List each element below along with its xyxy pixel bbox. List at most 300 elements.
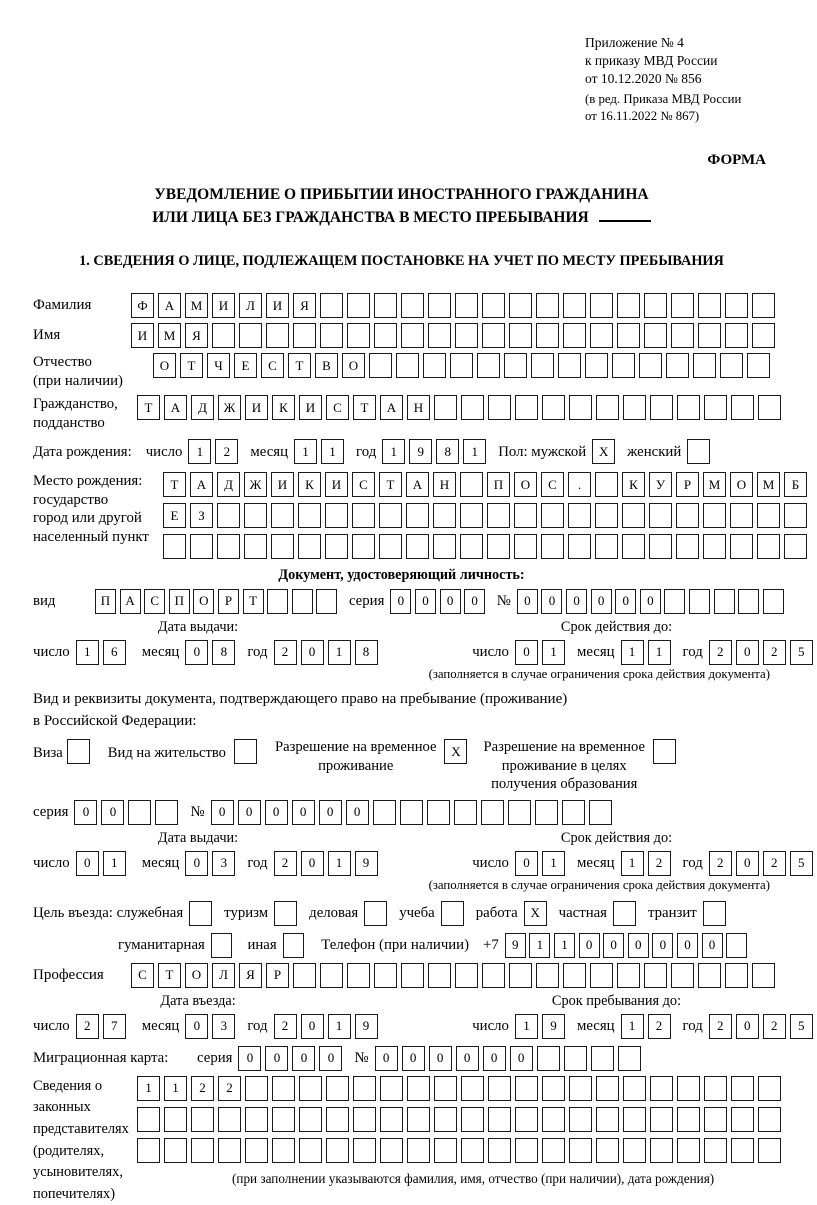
form-cell[interactable]: [488, 1076, 511, 1101]
form-cell[interactable]: [189, 901, 212, 926]
form-cell[interactable]: [618, 1046, 641, 1071]
form-cell[interactable]: Т: [163, 472, 186, 497]
form-cell[interactable]: 0: [238, 800, 261, 825]
form-cell[interactable]: [163, 534, 186, 559]
form-cell[interactable]: [617, 293, 640, 318]
form-cell[interactable]: [562, 800, 585, 825]
form-cell[interactable]: 0: [301, 1014, 324, 1039]
form-cell[interactable]: 1: [542, 851, 565, 876]
form-cell[interactable]: [234, 739, 257, 764]
form-cell[interactable]: [613, 901, 636, 926]
form-cell[interactable]: [212, 323, 235, 348]
form-cell[interactable]: [758, 1138, 781, 1163]
form-cell[interactable]: [569, 1076, 592, 1101]
form-cell[interactable]: [515, 1107, 538, 1132]
form-cell[interactable]: 3: [212, 1014, 235, 1039]
form-cell[interactable]: [272, 1138, 295, 1163]
form-cell[interactable]: [596, 1138, 619, 1163]
form-cell[interactable]: [784, 503, 807, 528]
form-cell[interactable]: [379, 534, 402, 559]
form-cell[interactable]: 2: [191, 1076, 214, 1101]
form-cell[interactable]: Р: [218, 589, 239, 614]
form-cell[interactable]: [299, 1107, 322, 1132]
form-cell[interactable]: [353, 1107, 376, 1132]
form-cell[interactable]: [677, 1107, 700, 1132]
form-cell[interactable]: [380, 1076, 403, 1101]
form-cell[interactable]: [639, 353, 662, 378]
form-cell[interactable]: [292, 589, 313, 614]
form-cell[interactable]: [316, 589, 337, 614]
form-cell[interactable]: Т: [158, 963, 181, 988]
form-cell[interactable]: Я: [185, 323, 208, 348]
form-cell[interactable]: [406, 534, 429, 559]
form-cell[interactable]: И: [212, 293, 235, 318]
form-cell[interactable]: [514, 534, 537, 559]
form-cell[interactable]: [541, 534, 564, 559]
form-cell[interactable]: В: [315, 353, 338, 378]
form-cell[interactable]: [239, 323, 262, 348]
form-cell[interactable]: [434, 1107, 457, 1132]
form-cell[interactable]: 0: [566, 589, 587, 614]
form-cell[interactable]: [379, 503, 402, 528]
form-cell[interactable]: 0: [652, 933, 673, 958]
form-cell[interactable]: 9: [409, 439, 432, 464]
form-cell[interactable]: [428, 963, 451, 988]
form-cell[interactable]: Н: [407, 395, 430, 420]
form-cell[interactable]: [650, 1138, 673, 1163]
form-cell[interactable]: [299, 1076, 322, 1101]
form-cell[interactable]: Ж: [218, 395, 241, 420]
form-cell[interactable]: [515, 395, 538, 420]
form-cell[interactable]: 9: [542, 1014, 565, 1039]
form-cell[interactable]: 0: [440, 589, 461, 614]
form-cell[interactable]: [649, 534, 672, 559]
form-cell[interactable]: [563, 963, 586, 988]
form-cell[interactable]: [671, 963, 694, 988]
form-cell[interactable]: [757, 503, 780, 528]
form-cell[interactable]: [487, 503, 510, 528]
form-cell[interactable]: Т: [137, 395, 160, 420]
form-cell[interactable]: 1: [621, 1014, 644, 1039]
form-cell[interactable]: [164, 1138, 187, 1163]
form-cell[interactable]: 1: [542, 640, 565, 665]
form-cell[interactable]: [677, 1076, 700, 1101]
form-cell[interactable]: 1: [103, 851, 126, 876]
form-cell[interactable]: [488, 395, 511, 420]
form-cell[interactable]: О: [193, 589, 214, 614]
form-cell[interactable]: Т: [243, 589, 264, 614]
form-cell[interactable]: [644, 963, 667, 988]
form-cell[interactable]: Т: [379, 472, 402, 497]
form-cell[interactable]: [514, 503, 537, 528]
form-cell[interactable]: [428, 323, 451, 348]
form-cell[interactable]: [757, 534, 780, 559]
form-cell[interactable]: [433, 503, 456, 528]
form-cell[interactable]: [568, 534, 591, 559]
form-cell[interactable]: О: [514, 472, 537, 497]
form-cell[interactable]: 1: [321, 439, 344, 464]
form-cell[interactable]: [137, 1138, 160, 1163]
form-cell[interactable]: [245, 1107, 268, 1132]
form-cell[interactable]: 6: [103, 640, 126, 665]
form-cell[interactable]: 2: [709, 640, 732, 665]
form-cell[interactable]: [461, 1138, 484, 1163]
form-cell[interactable]: [623, 1138, 646, 1163]
form-cell[interactable]: [687, 439, 710, 464]
form-cell[interactable]: 9: [505, 933, 526, 958]
form-cell[interactable]: .: [568, 472, 591, 497]
form-cell[interactable]: С: [352, 472, 375, 497]
form-cell[interactable]: [481, 800, 504, 825]
form-cell[interactable]: [752, 293, 775, 318]
form-cell[interactable]: [155, 800, 178, 825]
form-cell[interactable]: [488, 1138, 511, 1163]
form-cell[interactable]: [563, 323, 586, 348]
form-cell[interactable]: [427, 800, 450, 825]
form-cell[interactable]: [401, 323, 424, 348]
form-cell[interactable]: Л: [212, 963, 235, 988]
form-cell[interactable]: 3: [212, 851, 235, 876]
form-cell[interactable]: А: [190, 472, 213, 497]
form-cell[interactable]: [326, 1076, 349, 1101]
form-cell[interactable]: [380, 1107, 403, 1132]
form-cell[interactable]: 2: [274, 1014, 297, 1039]
form-cell[interactable]: [730, 534, 753, 559]
form-cell[interactable]: 0: [265, 1046, 288, 1071]
form-cell[interactable]: [596, 1107, 619, 1132]
form-cell[interactable]: 0: [211, 800, 234, 825]
form-cell[interactable]: [671, 323, 694, 348]
form-cell[interactable]: [401, 293, 424, 318]
form-cell[interactable]: [217, 503, 240, 528]
form-cell[interactable]: [298, 534, 321, 559]
form-cell[interactable]: Д: [217, 472, 240, 497]
form-cell[interactable]: 2: [648, 851, 671, 876]
form-cell[interactable]: [704, 395, 727, 420]
form-cell[interactable]: С: [261, 353, 284, 378]
form-cell[interactable]: [272, 1076, 295, 1101]
form-cell[interactable]: [266, 323, 289, 348]
form-cell[interactable]: О: [153, 353, 176, 378]
form-cell[interactable]: [595, 503, 618, 528]
form-cell[interactable]: X: [592, 439, 615, 464]
form-cell[interactable]: [623, 395, 646, 420]
form-cell[interactable]: 9: [355, 851, 378, 876]
form-cell[interactable]: Н: [433, 472, 456, 497]
form-cell[interactable]: [487, 534, 510, 559]
form-cell[interactable]: 0: [640, 589, 661, 614]
form-cell[interactable]: [128, 800, 151, 825]
form-cell[interactable]: [326, 1138, 349, 1163]
form-cell[interactable]: [218, 1107, 241, 1132]
form-cell[interactable]: [595, 534, 618, 559]
form-cell[interactable]: 0: [301, 851, 324, 876]
form-cell[interactable]: [720, 353, 743, 378]
form-cell[interactable]: [536, 293, 559, 318]
form-cell[interactable]: 2: [709, 851, 732, 876]
form-cell[interactable]: 0: [591, 589, 612, 614]
form-cell[interactable]: [460, 503, 483, 528]
form-cell[interactable]: [536, 963, 559, 988]
form-cell[interactable]: [352, 534, 375, 559]
form-cell[interactable]: [374, 293, 397, 318]
form-cell[interactable]: [758, 395, 781, 420]
form-cell[interactable]: 2: [218, 1076, 241, 1101]
form-cell[interactable]: [477, 353, 500, 378]
form-cell[interactable]: X: [444, 739, 467, 764]
form-cell[interactable]: П: [169, 589, 190, 614]
form-cell[interactable]: [353, 1138, 376, 1163]
form-cell[interactable]: 0: [375, 1046, 398, 1071]
form-cell[interactable]: 0: [185, 1014, 208, 1039]
form-cell[interactable]: Я: [293, 293, 316, 318]
form-cell[interactable]: 7: [103, 1014, 126, 1039]
form-cell[interactable]: [731, 395, 754, 420]
form-cell[interactable]: 2: [763, 851, 786, 876]
form-cell[interactable]: [433, 534, 456, 559]
form-cell[interactable]: [703, 901, 726, 926]
form-cell[interactable]: 1: [463, 439, 486, 464]
form-cell[interactable]: [509, 293, 532, 318]
form-cell[interactable]: [400, 800, 423, 825]
form-cell[interactable]: [320, 963, 343, 988]
form-cell[interactable]: [698, 963, 721, 988]
form-cell[interactable]: 0: [185, 851, 208, 876]
form-cell[interactable]: [698, 293, 721, 318]
form-cell[interactable]: [274, 901, 297, 926]
form-cell[interactable]: [455, 293, 478, 318]
form-cell[interactable]: 5: [790, 851, 813, 876]
form-cell[interactable]: А: [158, 293, 181, 318]
form-cell[interactable]: [461, 395, 484, 420]
form-cell[interactable]: 2: [274, 640, 297, 665]
form-cell[interactable]: [460, 472, 483, 497]
form-cell[interactable]: [267, 589, 288, 614]
form-cell[interactable]: А: [406, 472, 429, 497]
form-cell[interactable]: [434, 395, 457, 420]
form-cell[interactable]: 0: [429, 1046, 452, 1071]
form-cell[interactable]: 0: [265, 800, 288, 825]
form-cell[interactable]: [650, 1076, 673, 1101]
form-cell[interactable]: [725, 323, 748, 348]
form-cell[interactable]: [542, 1107, 565, 1132]
form-cell[interactable]: [509, 323, 532, 348]
form-cell[interactable]: [320, 323, 343, 348]
form-cell[interactable]: [218, 1138, 241, 1163]
form-cell[interactable]: [726, 933, 747, 958]
form-cell[interactable]: [731, 1107, 754, 1132]
form-cell[interactable]: [590, 963, 613, 988]
form-cell[interactable]: 2: [763, 640, 786, 665]
form-cell[interactable]: Т: [288, 353, 311, 378]
form-cell[interactable]: [353, 1076, 376, 1101]
form-cell[interactable]: 0: [238, 1046, 261, 1071]
form-cell[interactable]: [537, 1046, 560, 1071]
form-cell[interactable]: [591, 1046, 614, 1071]
form-cell[interactable]: [536, 323, 559, 348]
form-cell[interactable]: [380, 1138, 403, 1163]
form-cell[interactable]: [428, 293, 451, 318]
form-cell[interactable]: [617, 323, 640, 348]
form-cell[interactable]: И: [325, 472, 348, 497]
form-cell[interactable]: 0: [517, 589, 538, 614]
form-cell[interactable]: [373, 800, 396, 825]
form-cell[interactable]: 1: [294, 439, 317, 464]
form-cell[interactable]: [704, 1076, 727, 1101]
form-cell[interactable]: [689, 589, 710, 614]
form-cell[interactable]: [568, 503, 591, 528]
form-cell[interactable]: [245, 1076, 268, 1101]
form-cell[interactable]: [461, 1107, 484, 1132]
form-cell[interactable]: [325, 534, 348, 559]
form-cell[interactable]: 0: [483, 1046, 506, 1071]
form-cell[interactable]: [455, 963, 478, 988]
form-cell[interactable]: 8: [212, 640, 235, 665]
form-cell[interactable]: 1: [328, 851, 351, 876]
form-cell[interactable]: [347, 963, 370, 988]
form-cell[interactable]: 8: [436, 439, 459, 464]
form-cell[interactable]: [541, 503, 564, 528]
form-cell[interactable]: У: [649, 472, 672, 497]
form-cell[interactable]: [590, 293, 613, 318]
form-cell[interactable]: [698, 323, 721, 348]
form-cell[interactable]: 2: [763, 1014, 786, 1039]
form-cell[interactable]: [347, 293, 370, 318]
form-cell[interactable]: М: [757, 472, 780, 497]
form-cell[interactable]: 1: [621, 851, 644, 876]
form-cell[interactable]: Ч: [207, 353, 230, 378]
form-cell[interactable]: [320, 293, 343, 318]
form-cell[interactable]: [352, 503, 375, 528]
form-cell[interactable]: П: [95, 589, 116, 614]
form-cell[interactable]: [677, 395, 700, 420]
form-cell[interactable]: 0: [319, 800, 342, 825]
form-cell[interactable]: 5: [790, 640, 813, 665]
form-cell[interactable]: [515, 1138, 538, 1163]
form-cell[interactable]: [407, 1107, 430, 1132]
form-cell[interactable]: [401, 963, 424, 988]
form-cell[interactable]: 0: [579, 933, 600, 958]
form-cell[interactable]: Д: [191, 395, 214, 420]
form-cell[interactable]: [677, 1138, 700, 1163]
form-cell[interactable]: [649, 503, 672, 528]
form-cell[interactable]: [623, 1107, 646, 1132]
form-cell[interactable]: 2: [215, 439, 238, 464]
form-cell[interactable]: М: [158, 323, 181, 348]
form-cell[interactable]: [369, 353, 392, 378]
form-cell[interactable]: К: [622, 472, 645, 497]
form-cell[interactable]: [482, 963, 505, 988]
form-cell[interactable]: 0: [615, 589, 636, 614]
form-cell[interactable]: [693, 353, 716, 378]
form-cell[interactable]: [703, 503, 726, 528]
form-cell[interactable]: [704, 1107, 727, 1132]
form-cell[interactable]: 8: [355, 640, 378, 665]
form-cell[interactable]: [244, 503, 267, 528]
form-cell[interactable]: [558, 353, 581, 378]
form-cell[interactable]: [271, 503, 294, 528]
form-cell[interactable]: [191, 1138, 214, 1163]
form-cell[interactable]: [191, 1107, 214, 1132]
form-cell[interactable]: X: [524, 901, 547, 926]
form-cell[interactable]: [725, 293, 748, 318]
form-cell[interactable]: [535, 800, 558, 825]
form-cell[interactable]: И: [271, 472, 294, 497]
form-cell[interactable]: [423, 353, 446, 378]
form-cell[interactable]: 0: [346, 800, 369, 825]
form-cell[interactable]: М: [185, 293, 208, 318]
form-cell[interactable]: [542, 1138, 565, 1163]
form-cell[interactable]: 2: [648, 1014, 671, 1039]
form-cell[interactable]: [738, 589, 759, 614]
form-cell[interactable]: Л: [239, 293, 262, 318]
form-cell[interactable]: [325, 503, 348, 528]
form-cell[interactable]: [454, 800, 477, 825]
form-cell[interactable]: [671, 293, 694, 318]
form-cell[interactable]: 0: [736, 1014, 759, 1039]
form-cell[interactable]: [434, 1076, 457, 1101]
form-cell[interactable]: [137, 1107, 160, 1132]
form-cell[interactable]: [455, 323, 478, 348]
form-cell[interactable]: 1: [621, 640, 644, 665]
form-cell[interactable]: [441, 901, 464, 926]
form-cell[interactable]: [612, 353, 635, 378]
form-cell[interactable]: Е: [163, 503, 186, 528]
form-cell[interactable]: Б: [784, 472, 807, 497]
form-cell[interactable]: [407, 1076, 430, 1101]
form-cell[interactable]: Р: [266, 963, 289, 988]
form-cell[interactable]: [653, 739, 676, 764]
form-cell[interactable]: 2: [709, 1014, 732, 1039]
form-cell[interactable]: 2: [76, 1014, 99, 1039]
form-cell[interactable]: 0: [677, 933, 698, 958]
form-cell[interactable]: [622, 503, 645, 528]
form-cell[interactable]: 0: [292, 800, 315, 825]
form-cell[interactable]: И: [131, 323, 154, 348]
form-cell[interactable]: 2: [274, 851, 297, 876]
form-cell[interactable]: [67, 739, 90, 764]
form-cell[interactable]: О: [730, 472, 753, 497]
form-cell[interactable]: [245, 1138, 268, 1163]
form-cell[interactable]: [784, 534, 807, 559]
form-cell[interactable]: 0: [415, 589, 436, 614]
form-cell[interactable]: П: [487, 472, 510, 497]
form-cell[interactable]: [569, 1107, 592, 1132]
form-cell[interactable]: [590, 323, 613, 348]
form-cell[interactable]: [622, 534, 645, 559]
form-cell[interactable]: [617, 963, 640, 988]
form-cell[interactable]: 0: [301, 640, 324, 665]
form-cell[interactable]: 0: [185, 640, 208, 665]
form-cell[interactable]: 1: [137, 1076, 160, 1101]
form-cell[interactable]: А: [120, 589, 141, 614]
form-cell[interactable]: [650, 395, 673, 420]
form-cell[interactable]: 0: [736, 851, 759, 876]
form-cell[interactable]: [190, 534, 213, 559]
form-cell[interactable]: [644, 293, 667, 318]
form-cell[interactable]: С: [326, 395, 349, 420]
form-cell[interactable]: И: [245, 395, 268, 420]
form-cell[interactable]: 0: [456, 1046, 479, 1071]
form-cell[interactable]: 5: [790, 1014, 813, 1039]
form-cell[interactable]: [731, 1138, 754, 1163]
form-cell[interactable]: 1: [76, 640, 99, 665]
form-cell[interactable]: [623, 1076, 646, 1101]
form-cell[interactable]: 1: [164, 1076, 187, 1101]
form-cell[interactable]: 0: [702, 933, 723, 958]
form-cell[interactable]: 0: [603, 933, 624, 958]
form-cell[interactable]: [731, 1076, 754, 1101]
